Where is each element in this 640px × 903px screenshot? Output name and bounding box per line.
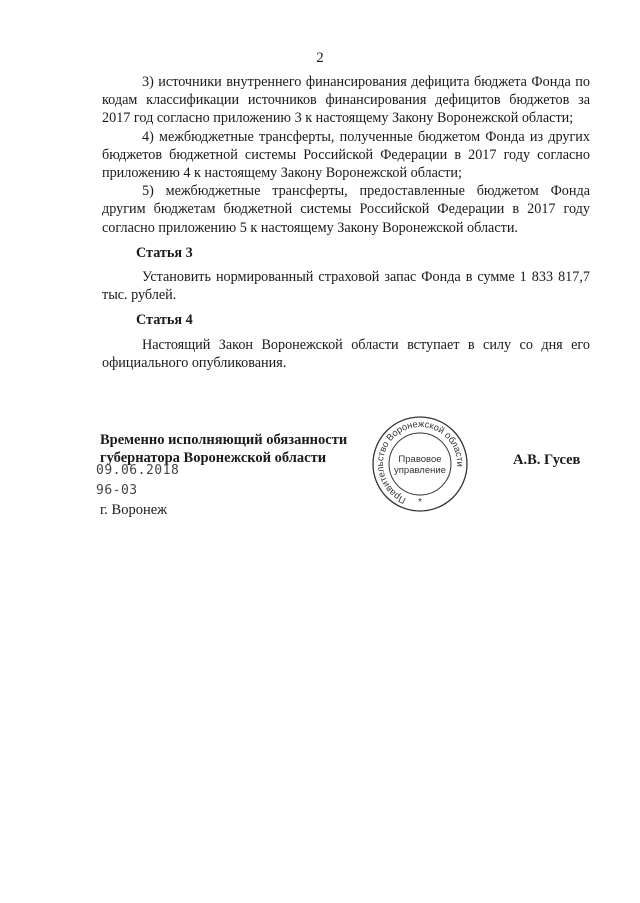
signatory-title-line-2: губернатора Воронежской области	[100, 450, 327, 466]
paragraph: 4) межбюджетные трансферты, полученные бюджетом Фонда из других бюджетов бюджетной системы Российской Федерации в 2017 году согласно приложению 4 к настоящему Закону Воронежской области;	[102, 128, 590, 182]
signatory-title	[100, 431, 347, 467]
page-number: 2	[316, 50, 324, 66]
stamp-center-line-1: Правовое	[398, 454, 442, 465]
stamp-star: *	[418, 497, 422, 508]
signatory-title-line-1: Временно исполняющий обязанности	[100, 432, 348, 448]
signing-city: г. Воронеж	[100, 502, 168, 518]
paragraph: Установить нормированный страховой запас Фонда в сумме 1 833 817,7 тыс. рублей.	[102, 269, 590, 304]
signing-date: 09.06.2018	[96, 463, 180, 478]
paragraph: 3) источники внутреннего финансирования дефицита бюджета Фонда по кодам классификации источников финансирования дефицитов бюджетов за 2017 год согласно приложению 3 к настоящему Закону Воронежской области;	[102, 74, 590, 127]
law-body-text	[102, 73, 590, 372]
stamp-center-line-2: управление	[394, 465, 446, 476]
stamp-ring-text: Правительство Воронежской области	[374, 418, 466, 506]
paragraph: 5) межбюджетные трансферты, предоставленные бюджетом Фонда другим бюджетам бюджетной системы Российской Федерации в 2017 году согласно приложению 5 к настоящему Закону Воронежской области.	[102, 183, 590, 236]
law-number: 96-03	[96, 483, 138, 498]
article-heading: Статья 3	[136, 244, 193, 261]
article-heading: Статья 4	[136, 312, 193, 329]
official-stamp	[364, 416, 476, 514]
paragraph: Настоящий Закон Воронежской области вступает в силу со дня его официального опубликования.	[102, 336, 590, 371]
signatory-name: А.В. Гусев	[513, 452, 581, 468]
